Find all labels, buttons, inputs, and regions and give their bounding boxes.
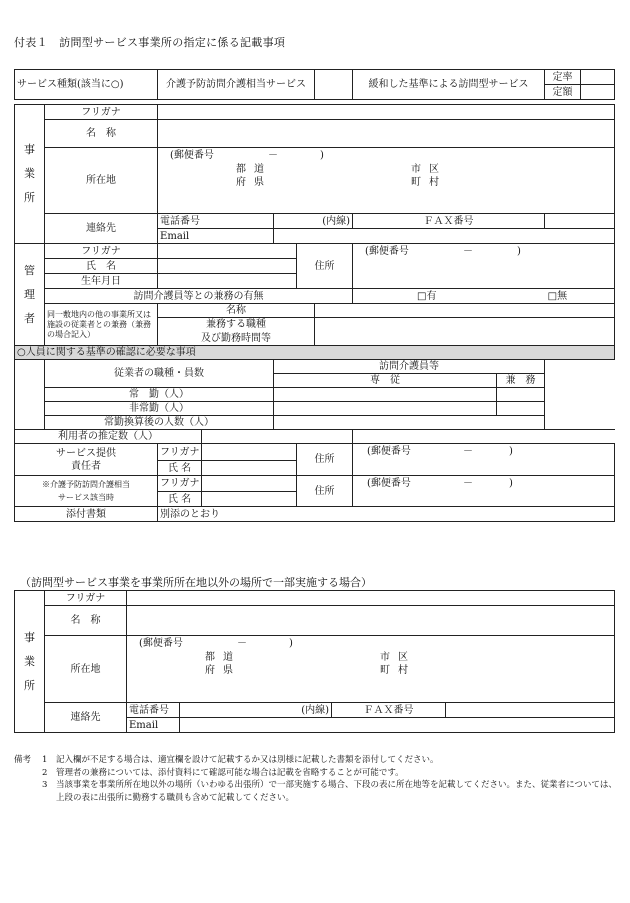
sp1-address-label: 住所	[297, 444, 353, 476]
mgr-postal-close: )	[517, 246, 521, 257]
city-ku: 区	[429, 164, 440, 175]
branch-section-title: （訪問型サービス事業を事業所所在地以外の場所で一部実施する場合）	[20, 576, 372, 589]
mgr-address-field[interactable]	[353, 244, 615, 289]
notes-label: 備考	[14, 755, 32, 765]
sp-manager-label-2: 責任者	[71, 460, 102, 472]
sp1-postal-close: )	[509, 446, 513, 457]
sp-manager-label-1: サービス提供	[56, 447, 117, 459]
staff-blank	[545, 360, 615, 430]
address-label: 所在地	[45, 148, 158, 214]
mgr-other-name-label: 名称	[158, 304, 315, 318]
pref-do: 道	[254, 164, 265, 175]
email-field[interactable]	[274, 229, 615, 244]
staff-left-margin	[15, 388, 45, 402]
parttime-senju-field[interactable]	[274, 402, 497, 416]
name-field[interactable]	[158, 120, 615, 148]
rate-fixed-ratio-mark[interactable]	[581, 70, 615, 85]
mgr-birth-label: 生年月日	[45, 274, 158, 289]
sp2-name-label: 氏 名	[158, 492, 202, 507]
sp1-furigana-field[interactable]	[202, 444, 297, 461]
branch-address-field[interactable]	[127, 636, 615, 703]
rate-fixed-ratio: 定率	[545, 70, 581, 85]
branch-city-ku: 区	[398, 652, 408, 663]
branch-postal-dash: －	[237, 638, 247, 649]
attachments-label: 添付書類	[15, 507, 158, 522]
fax-label: ＦＡＸ番号	[353, 214, 545, 229]
sp2-address-label: 住所	[297, 476, 353, 507]
note-num-1: 1	[42, 755, 48, 765]
mgr-concurrent-no[interactable]: □無	[547, 290, 568, 302]
sp-manager-label	[15, 444, 158, 476]
note-num-2: 2	[42, 767, 48, 778]
mgr-other-role-label-1: 兼務する職種	[158, 318, 315, 332]
mgr-concurrent-label: 訪問介護員等との兼務の有無	[45, 289, 353, 304]
sp2-postal-dash: －	[463, 478, 474, 489]
form-title: 付表１ 訪問型サービス事業所の指定に係る記載事項	[14, 36, 286, 49]
branch-postal-open: (郵便番号	[139, 638, 183, 649]
branch-email-label: Email	[127, 718, 180, 733]
branch-name-label: 名 称	[45, 606, 127, 636]
mgr-name-label: 氏 名	[45, 259, 158, 274]
sp1-postal-dash: －	[463, 446, 474, 457]
pref-to: 都	[236, 164, 247, 175]
fax-field[interactable]	[545, 214, 615, 229]
mgr-other-role-field[interactable]	[315, 318, 615, 346]
branch-pref-do: 道	[223, 652, 233, 663]
email-label: Email	[158, 229, 274, 244]
city-shi: 市	[411, 164, 422, 175]
phone-label: 電話番号	[158, 214, 274, 229]
sp-note-1: ※介護予防訪問介護相当	[42, 480, 131, 489]
mgr-postal-dash: －	[463, 246, 474, 257]
jigyosho-section-label: 事 業 所	[15, 105, 45, 244]
fulltime-senju-field[interactable]	[274, 388, 497, 402]
branch-extension-label: (内線)	[180, 703, 332, 718]
mgr-address-label: 住所	[297, 244, 353, 289]
postal-dash: －	[268, 150, 279, 161]
users-estimate-label: 利用者の推定数（人）	[15, 430, 202, 444]
sp2-address-field[interactable]	[353, 476, 615, 507]
furigana-field[interactable]	[158, 105, 615, 120]
kanrisha-section-label: 管 理 者	[15, 244, 45, 346]
mgr-furigana-field[interactable]	[158, 244, 297, 259]
branch-fax-label: ＦＡＸ番号	[332, 703, 446, 718]
sp1-postal-open: (郵便番号	[367, 446, 411, 457]
sp2-furigana-field[interactable]	[202, 476, 297, 492]
pref-ken: 県	[254, 177, 265, 188]
sp-note	[15, 476, 158, 507]
fulltime-kenmu-field[interactable]	[497, 388, 545, 402]
branch-form-table	[14, 590, 615, 733]
fte-label: 常勤換算後の人数（人）	[45, 416, 274, 430]
postal-close: )	[320, 150, 324, 161]
postal-open: (郵便番号	[170, 150, 214, 161]
staff-category-label: 従業者の職種・員数	[45, 360, 274, 388]
sp2-postal-close: )	[509, 478, 513, 489]
note-text-2: 管理者の兼務については、添付資料にて確認可能な場合は記載を省略することが可能です。	[56, 767, 404, 778]
parttime-kenmu-field[interactable]	[497, 402, 545, 416]
users-blank	[353, 430, 615, 444]
furigana-label: フリガナ	[45, 105, 158, 120]
branch-phone-label: 電話番号	[127, 703, 180, 718]
town-machi: 町	[411, 177, 422, 188]
senju-header: 専 従	[274, 374, 497, 388]
sp1-name-field[interactable]	[202, 461, 297, 476]
branch-pref-to: 都	[205, 652, 215, 663]
users-estimate-field[interactable]	[202, 430, 353, 444]
service-option-1-mark[interactable]	[315, 70, 353, 100]
branch-section-label: 事 業 所	[15, 591, 45, 733]
sp1-furigana-label: フリガナ	[158, 444, 202, 461]
sp2-postal-open: (郵便番号	[367, 478, 411, 489]
staff-left-margin	[15, 402, 45, 416]
mgr-name-field[interactable]	[158, 259, 297, 274]
mgr-concurrent-options	[353, 289, 615, 304]
branch-fax-field[interactable]	[446, 703, 615, 718]
mgr-other-role-label-2: 及び勤務時間等	[158, 332, 315, 346]
address-field[interactable]	[158, 148, 615, 214]
branch-contact-label: 連絡先	[45, 703, 127, 733]
mgr-other-note: 同一敷地内の他の事業所又は施設の従業者との兼務（兼務の場合記入）	[45, 304, 158, 346]
rate-fixed-amount-mark[interactable]	[581, 85, 615, 100]
branch-email-field[interactable]	[180, 718, 615, 733]
branch-address-label: 所在地	[45, 636, 127, 703]
name-label: 名 称	[45, 120, 158, 148]
sp-note-2: サービス該当時	[58, 493, 115, 502]
sp1-address-field[interactable]	[353, 444, 615, 476]
branch-city-shi: 市	[380, 652, 390, 663]
branch-town-machi: 町	[380, 665, 390, 676]
branch-postal-close: )	[289, 638, 293, 649]
village-mura: 村	[429, 177, 440, 188]
sp1-name-label: 氏 名	[158, 461, 202, 476]
fulltime-label: 常 勤（人）	[45, 388, 274, 402]
staff-left-margin	[15, 374, 45, 388]
branch-name-field[interactable]	[127, 606, 615, 636]
staff-section-header: ○人員に関する基準の確認に必要な事項	[15, 346, 615, 360]
parttime-label: 非常勤（人）	[45, 402, 274, 416]
branch-furigana-field[interactable]	[127, 591, 615, 606]
mgr-postal-open: (郵便番号	[365, 246, 409, 257]
service-option-2[interactable]: 緩和した基準による訪問型サービス	[353, 70, 545, 100]
sp2-name-field[interactable]	[202, 492, 297, 507]
note-text-3: 当該事業を事業所所在地以外の場所（いわゆる出張所）で一部実施する場合、下段の表に所在地等を記載してください。また、従業者については、上段の表に出張所に勤務する職員も含めて記載してください。	[56, 780, 617, 803]
extension-label: (内線)	[274, 214, 353, 229]
kenmu-header: 兼 務	[497, 374, 545, 388]
mgr-furigana-label: フリガナ	[45, 244, 158, 259]
notes	[14, 754, 619, 804]
main-form-table	[14, 69, 615, 522]
mgr-concurrent-yes[interactable]: □有	[417, 290, 437, 302]
branch-pref-ken: 県	[223, 665, 233, 676]
mgr-birth-field[interactable]	[158, 274, 297, 289]
branch-pref-fu: 府	[205, 665, 215, 676]
rate-fixed-amount: 定額	[545, 85, 581, 100]
mgr-other-name-field[interactable]	[315, 304, 615, 318]
service-option-1[interactable]: 介護予防訪問介護相当サービス	[158, 70, 315, 100]
note-num-3: 3	[42, 780, 48, 790]
attachments-value: 別添のとおり	[158, 507, 615, 522]
helper-header: 訪問介護員等	[274, 360, 545, 374]
sp2-furigana-label: フリガナ	[158, 476, 202, 492]
branch-furigana-label: フリガナ	[45, 591, 127, 606]
branch-village-mura: 村	[398, 665, 408, 676]
staff-left-margin	[15, 360, 45, 374]
fte-field[interactable]	[274, 416, 545, 430]
note-text-1: 記入欄が不足する場合は、適宜欄を設けて記載するか又は別様に記載した書類を添付してください。	[56, 755, 439, 765]
contact-label: 連絡先	[45, 214, 158, 244]
pref-fu: 府	[236, 177, 247, 188]
staff-left-margin	[15, 416, 45, 430]
service-type-label: サービス種類(該当に○)	[15, 70, 158, 100]
